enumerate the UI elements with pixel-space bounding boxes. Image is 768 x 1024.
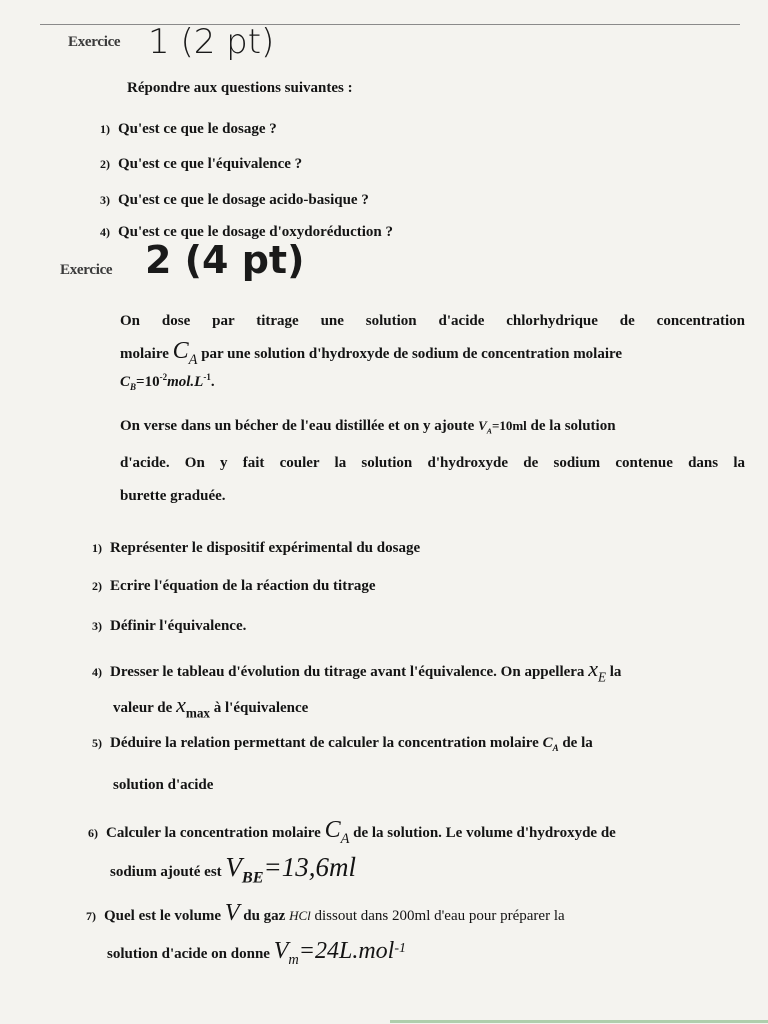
ex2-statement-line-5: d'acide. On y fait couler la solution d'hydroxyde de sodium contenue dans la	[120, 455, 745, 471]
ex1-question-3: 3) Qu'est ce que le dosage acido-basique ?	[100, 192, 369, 208]
ex2-question-6-line-1: 6) Calculer la concentration molaire $C_A$ de la solution. Le volume d'hydroxyde de	[88, 817, 616, 847]
bottom-edge-shadow	[390, 1020, 768, 1023]
ex2-question-3: 3) Définir l'équivalence.	[92, 618, 247, 634]
exercise-2-handwritten-mark: 2 (4 pt)	[145, 238, 305, 282]
ex2-statement-line-6: burette graduée.	[120, 488, 226, 504]
ex1-question-2: 2) Qu'est ce que l'équivalence ?	[100, 156, 303, 172]
ex2-question-5-line-1: 5) Déduire la relation permettant de calculer la concentration molaire $C_A$ de la	[92, 735, 593, 753]
ex2-statement-line-2: molaire $C_A$ par une solution d'hydroxyde de sodium de concentration molaire	[120, 338, 623, 368]
ex2-question-2: 2) Ecrire l'équation de la réaction du titrage	[92, 578, 376, 594]
ex1-question-1: 1) Qu'est ce que le dosage ?	[100, 121, 277, 137]
ex2-question-1: 1) Représenter le dispositif expérimental du dosage	[92, 540, 421, 556]
ex2-question-4-line-2: valeur de $x_{max}$ à l'équivalence	[113, 692, 309, 721]
exercise-2-title: Exercice	[60, 262, 113, 278]
ex2-question-7-line-2: solution d'acide on donne $V_m=24L.mol^{-1}$	[107, 938, 407, 968]
ex2-question-7-line-1: 7) Quel est le volume V du gaz HCl dissout dans 200ml d'eau pour préparer la	[86, 900, 565, 926]
exercise-1-title: Exercice	[68, 34, 121, 50]
ex2-cb-formula: $C_B=10^{-2}mol.L^{-1}$.	[120, 372, 215, 392]
ex2-question-5-line-2: solution d'acide	[113, 777, 214, 793]
top-rule	[40, 24, 740, 25]
exercise-1-intro: Répondre aux questions suivantes :	[127, 80, 353, 96]
exercise-1-handwritten-mark: 1 (2 pt)	[148, 22, 275, 62]
ex2-question-6-line-2: sodium ajouté est $V_{BE}=13,6ml$	[110, 852, 357, 887]
ex1-question-4: 4) Qu'est ce que le dosage d'oxydoréduction ?	[100, 224, 394, 240]
ex2-statement-line-1: On dose par titrage une solution d'acide chlorhydrique de concentration	[120, 313, 745, 329]
ex2-statement-line-4: On verse dans un bécher de l'eau distillée et on y ajoute $V_A=10ml$ de la solution	[120, 418, 616, 436]
ex2-question-4-line-1: 4) Dresser le tableau d'évolution du titrage avant l'équivalence. On appellera $x_E$ la	[92, 656, 622, 685]
